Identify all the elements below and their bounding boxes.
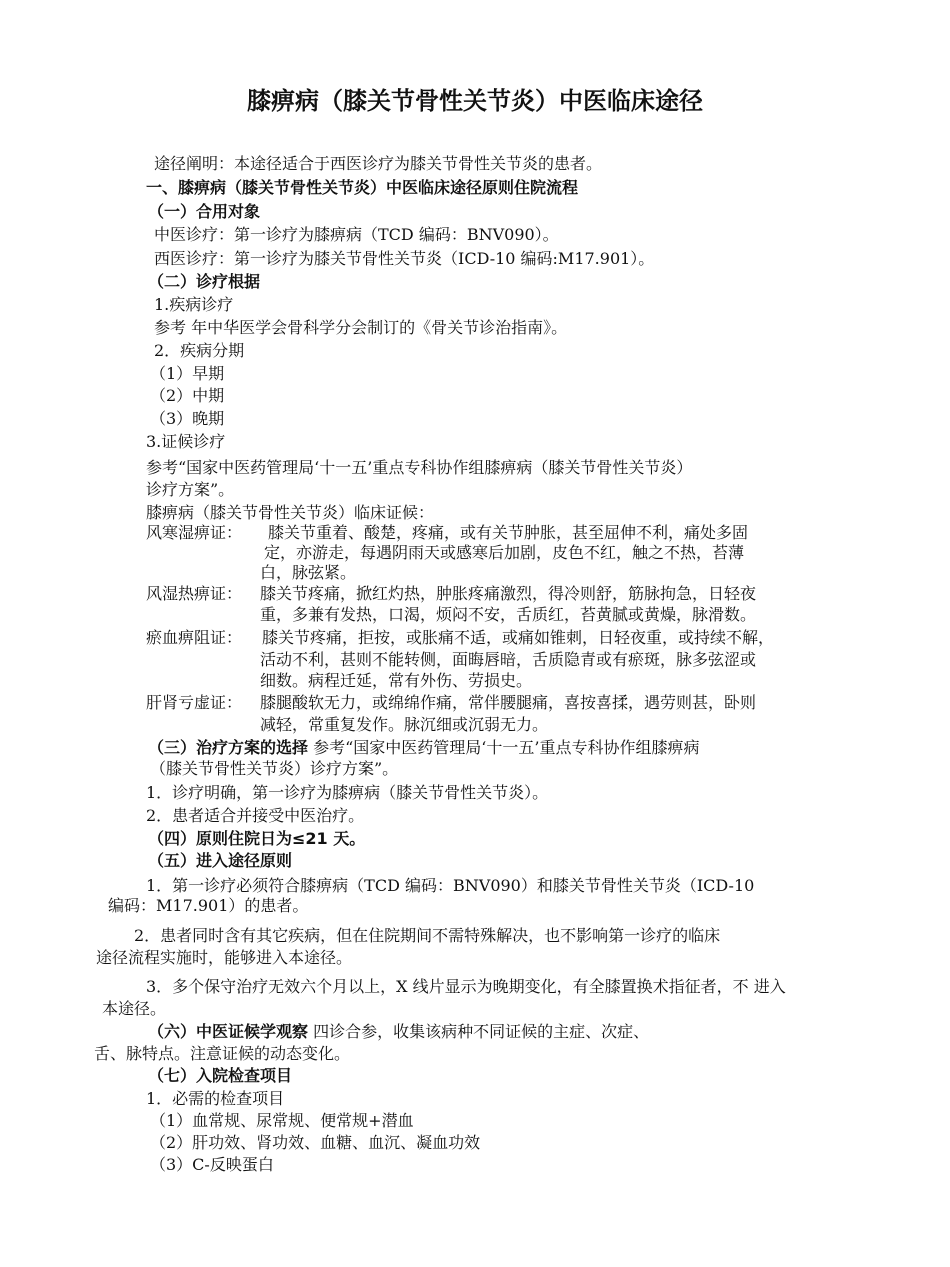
disease-diagnosis-label: 1.疾病诊疗 <box>154 295 234 314</box>
entry-criterion-3-line-1: 3．多个保守治疗无效六个月以上，X 线片显示为晚期变化，有全膝置换术指征者，不 进入 <box>146 977 786 996</box>
entry-criterion-1-line-1: 1．第一诊疗必须符合膝痹病（TCD 编码：BNV090）和膝关节骨性关节炎（ICD-10 <box>146 876 755 895</box>
syndrome-reference-line-1: 参考“国家中医药管理局‘十一五’重点专科协作组膝痹病（膝关节骨性关节炎） <box>146 458 693 477</box>
test-item-1: （1）血常规、尿常规、便常规+潜血 <box>150 1111 414 1130</box>
observation-text-2: 舌、脉特点。注意证候的动态变化。 <box>94 1044 351 1063</box>
syndrome-name: 瘀血痹阻证： <box>146 628 243 647</box>
tcm-diagnosis: 中医诊疗：第一诊疗为膝痹病（TCD 编码：BNV090）。 <box>154 225 559 244</box>
section-heading-1: 一、膝痹病（膝关节骨性关节炎）中医临床途径原则住院流程 <box>146 178 579 197</box>
entry-criterion-1-line-2: 编码：M17.901）的患者。 <box>108 896 309 915</box>
heading-applicable-objects: （一）合用对象 <box>148 202 261 221</box>
heading-diagnosis-basis: （二）诊疗根据 <box>148 272 261 291</box>
syndrome-description-line: 白，脉弦紧。 <box>260 563 357 582</box>
heading-treatment-plan: （三）治疗方案的选择 <box>148 738 309 757</box>
syndrome-reference-line-2: 诊疗方案”。 <box>146 480 235 499</box>
intro-text: 途径阐明：本途径适合于西医诊疗为膝关节骨性关节炎的患者。 <box>154 154 603 173</box>
test-item-2: （2）肝功效、肾功效、血糖、血沉、凝血功效 <box>150 1133 481 1152</box>
clinical-syndromes-heading: 膝痹病（膝关节骨性关节炎）临床证候： <box>146 503 435 522</box>
syndrome-diagnosis-label: 3.证候诊疗 <box>146 432 226 451</box>
observation-paragraph <box>148 1022 649 1042</box>
syndrome-description-line: 膝腿酸软无力，或绵绵作痛，常伴腰腿痛，喜按喜揉，遇劳则甚，卧则 <box>260 693 757 712</box>
syndrome-description-line: 重，多兼有发热，口渴，烦闷不安，舌质红，苔黄腻或黄燥，脉滑数。 <box>260 605 757 624</box>
syndrome-description-line: 膝关节疼痛，掀红灼热，肿胀疼痛激烈，得冷则舒，筋脉拘急，日轻夜 <box>260 584 757 603</box>
heading-hospital-days: （四）原则住院日为≤21 天。 <box>148 829 366 848</box>
heading-entry-criteria: （五）进入途径原则 <box>148 851 293 870</box>
test-item-3: （3）C-反映蛋白 <box>150 1155 274 1174</box>
treatment-plan-text-2: （膝关节骨性关节炎）诊疗方案”。 <box>150 759 399 778</box>
treatment-item-1: 1．诊疗明确，第一诊疗为膝痹病（膝关节骨性关节炎）。 <box>146 783 549 802</box>
syndrome-description-line: 膝关节重着、酸楚，疼痛，或有关节肿胀，甚至屈伸不利，痛处多固 <box>268 523 749 542</box>
syndrome-description-line: 定，亦游走，每遇阴雨天或感寒后加剧，皮色不红，触之不热，苔薄 <box>264 543 745 562</box>
heading-syndrome-observation: （六）中医证候学观察 <box>148 1022 309 1041</box>
entry-criterion-2-line-1: 2．患者同时含有其它疾病，但在住院期间不需特殊解决，也不影响第一诊疗的临床 <box>134 926 721 945</box>
required-tests-label: 1．必需的检查项目 <box>146 1089 285 1108</box>
syndrome-description-line: 膝关节疼痛，拒按，或胀痛不适，或痛如锥刺，日轻夜重，或持续不解， <box>262 628 775 647</box>
document-title: 膝痹病（膝关节骨性关节炎）中医临床途径 <box>247 87 703 115</box>
observation-text: 四诊合参，收集该病种不同证候的主症、次症、 <box>313 1022 650 1041</box>
treatment-plan-paragraph <box>148 738 699 758</box>
stage-late: （3）晚期 <box>150 409 225 428</box>
syndrome-name: 风寒湿痹证： <box>146 523 243 542</box>
syndrome-description-line: 细数。病程迁延，常有外伤、劳损史。 <box>260 671 533 690</box>
syndrome-name: 风湿热痹证： <box>146 584 243 603</box>
syndrome-name: 肝肾亏虚证： <box>146 693 243 712</box>
heading-admission-tests: （七）入院检查项目 <box>148 1066 293 1085</box>
syndrome-description-line: 减轻，常重复发作。脉沉细或沉弱无力。 <box>260 715 549 734</box>
treatment-item-2: 2．患者适合并接受中医治疗。 <box>146 806 365 825</box>
entry-criterion-2-line-2: 途径流程实施时，能够进入本途径。 <box>96 948 353 967</box>
wm-diagnosis: 西医诊疗：第一诊疗为膝关节骨性关节炎（ICD-10 编码:M17.901）。 <box>154 249 655 268</box>
stage-early: （1）早期 <box>150 364 225 383</box>
disease-staging-label: 2．疾病分期 <box>154 341 245 360</box>
disease-diagnosis-reference: 参考 年中华医学会骨科学分会制订的《骨关节诊治指南》。 <box>154 318 568 337</box>
entry-criterion-3-line-2: 本途径。 <box>102 999 167 1018</box>
treatment-plan-text: 参考“国家中医药管理局‘十一五’重点专科协作组膝痹病 <box>313 738 700 757</box>
stage-middle: （2）中期 <box>150 386 225 405</box>
syndrome-description-line: 活动不利，甚则不能转侧，面晦唇暗，舌质隐青或有瘀斑，脉多弦涩或 <box>260 650 757 669</box>
